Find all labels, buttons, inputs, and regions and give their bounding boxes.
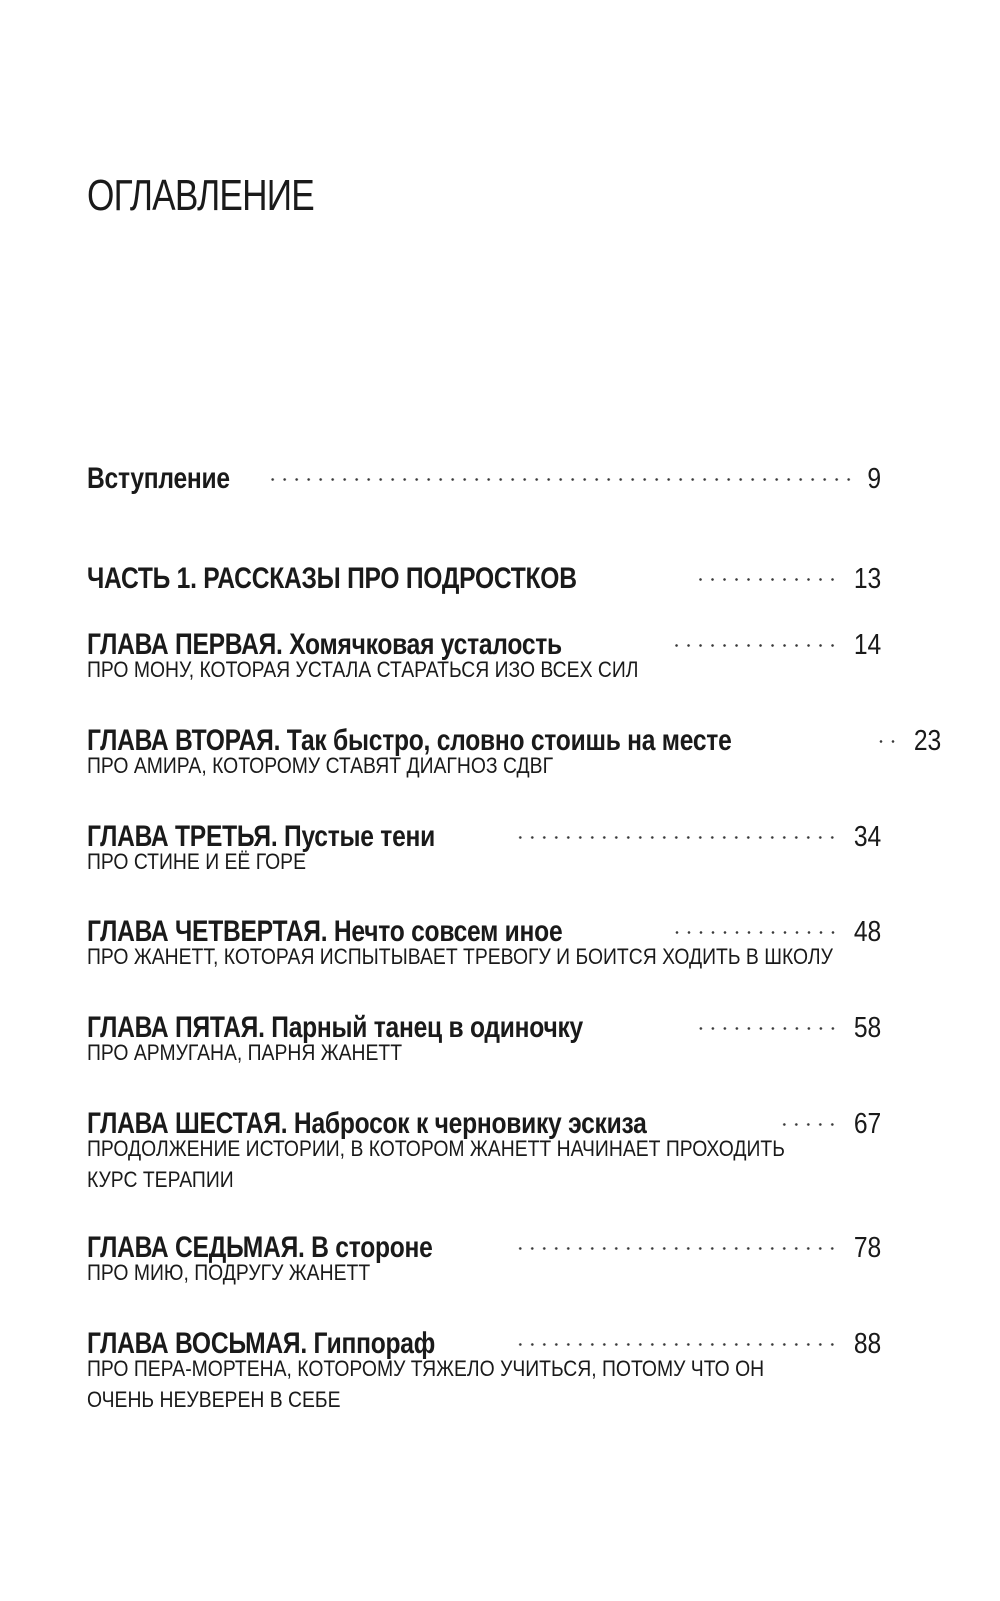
entry-title: ГЛАВА ЧЕТВЕРТАЯ. Нечто совсем иное: [87, 915, 563, 948]
entry-subtitle: ПРО ПЕРА-МОРТЕНА, КОТОРОМУ ТЯЖЕЛО УЧИТЬСЯ, ПОТОМУ ЧТО ОН: [87, 1356, 765, 1381]
dot-leader: [267, 452, 855, 488]
toc-entry-line: [87, 1317, 881, 1360]
entry-subtitle: ОЧЕНЬ НЕУВЕРЕН В СЕБЕ: [87, 1387, 341, 1412]
toc-entry-chapter-6: [87, 1097, 881, 1195]
toc-heading: ОГЛАВЛЕНИЕ: [87, 171, 314, 220]
toc-entry-chapter-7: [87, 1221, 881, 1288]
entry-page-number: 34: [853, 821, 881, 853]
entry-page-number: 67: [853, 1108, 881, 1140]
entry-title: ГЛАВА ВОСЬМАЯ. Гиппораф: [87, 1327, 436, 1360]
dot-leader: [517, 1317, 838, 1353]
entry-title: ГЛАВА ВТОРАЯ. Так быстро, словно стоишь на месте: [87, 724, 732, 757]
toc-entry-line: [87, 1001, 881, 1044]
dot-leader: [775, 1097, 838, 1133]
toc-entry-chapter-5: [87, 1001, 881, 1068]
toc-entry-line: [87, 905, 881, 948]
entry-page-number: 14: [853, 629, 881, 661]
entry-page-number: 9: [867, 463, 881, 495]
dot-leader: [514, 1221, 838, 1257]
toc-entry-intro: [87, 452, 881, 495]
entry-subtitle: ПРО МИЮ, ПОДРУГУ ЖАНЕТТ: [87, 1260, 371, 1285]
dot-leader: [672, 618, 839, 654]
entry-subtitle: ПРО АРМУГАНА, ПАРНЯ ЖАНЕТТ: [87, 1040, 403, 1065]
entry-title: ГЛАВА ПЯТАЯ. Парный танец в одиночку: [87, 1011, 583, 1044]
entry-page-number: 48: [853, 916, 881, 948]
entry-subtitle: ПРО АМИРА, КОТОРОМУ СТАВЯТ ДИАГНОЗ СДВГ: [87, 753, 554, 778]
entry-page-number: 13: [853, 563, 881, 595]
entry-title: ГЛАВА ШЕСТАЯ. Набросок к черновику эскиза: [87, 1107, 647, 1140]
toc-entry-line: [87, 810, 881, 853]
entry-subtitle: ПРОДОЛЖЕНИЕ ИСТОРИИ, В КОТОРОМ ЖАНЕТТ НАЧИНАЕТ ПРОХОДИТЬ: [87, 1136, 785, 1161]
dot-leader: [517, 810, 838, 846]
toc-entry-chapter-1: [87, 618, 881, 685]
entry-subtitle: ПРО ЖАНЕТТ, КОТОРАЯ ИСПЫТЫВАЕТ ТРЕВОГУ И БОИТСЯ ХОДИТЬ В ШКОЛУ: [87, 944, 833, 969]
entry-title: ГЛАВА ПЕРВАЯ. Хомячковая усталость: [87, 628, 562, 661]
entry-title: ГЛАВА ТРЕТЬЯ. Пустые тени: [87, 820, 436, 853]
entry-subtitle: ПРО СТИНЕ И ЕЁ ГОРЕ: [87, 849, 306, 874]
entry-subtitle: ПРО МОНУ, КОТОРАЯ УСТАЛА СТАРАТЬСЯ ИЗО ВСЕХ СИЛ: [87, 657, 639, 682]
toc-entry-chapter-2: [87, 714, 942, 781]
entry-title: ЧАСТЬ 1. РАССКАЗЫ ПРО ПОДРОСТКОВ: [87, 562, 577, 595]
toc-entry-chapter-4: [87, 905, 881, 972]
entry-page-number: 78: [853, 1232, 881, 1264]
entry-subtitle: КУРС ТЕРАПИИ: [87, 1167, 234, 1192]
entry-page-number: 23: [913, 725, 942, 757]
dot-leader: [879, 714, 899, 750]
entry-page-number: 58: [853, 1012, 881, 1044]
toc-entry-chapter-8: [87, 1317, 881, 1415]
toc-entry-chapter-3: [87, 810, 881, 877]
dot-leader: [690, 552, 839, 588]
entry-title: Вступление: [87, 462, 230, 495]
dot-leader: [673, 905, 839, 941]
toc-entry-line: [87, 552, 881, 595]
entry-page-number: 88: [853, 1328, 881, 1360]
toc-entry-line: [87, 1221, 881, 1264]
toc-entry-line: [87, 714, 942, 757]
toc-entry-line: [87, 1097, 881, 1140]
toc-entry-part-1: [87, 552, 881, 595]
toc-entry-line: [87, 452, 881, 495]
toc-entry-line: [87, 618, 881, 661]
entry-title: ГЛАВА СЕДЬМАЯ. В стороне: [87, 1231, 433, 1264]
dot-leader: [698, 1001, 839, 1037]
